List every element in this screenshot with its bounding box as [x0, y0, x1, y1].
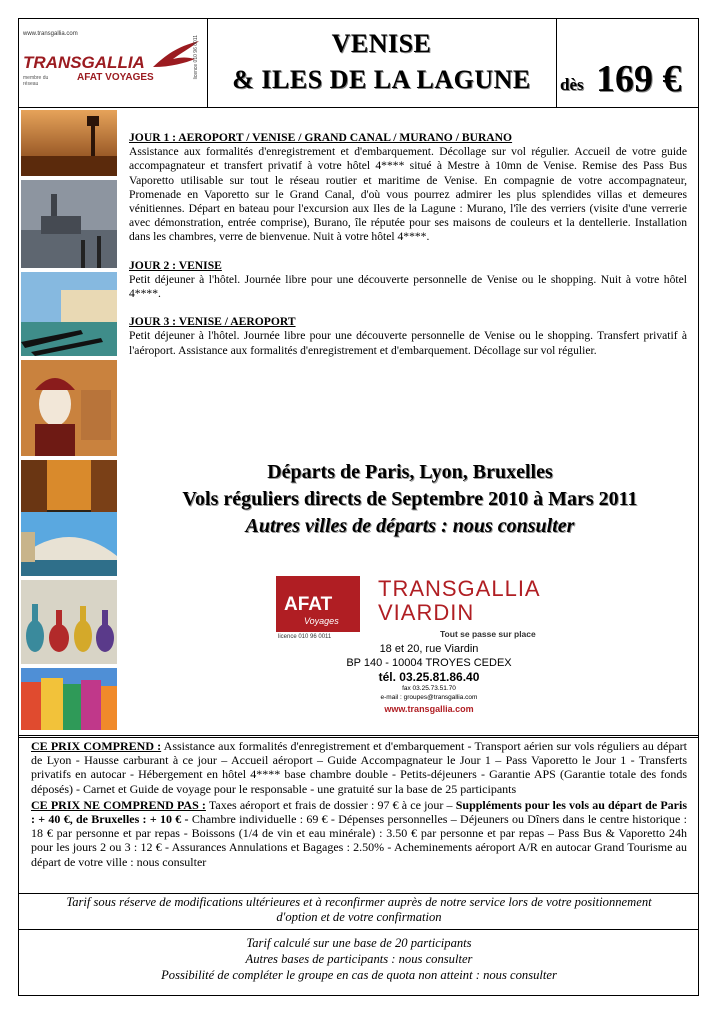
- not-included-supplements: Suppléments pour les vols au départ de Paris : + 40 €, de Bruxelles : + 10 € -: [31, 797, 687, 827]
- afat-logo-sub: Voyages: [304, 616, 339, 626]
- departures-block: [121, 459, 699, 540]
- not-included-section: [31, 798, 687, 869]
- tarif-note: [29, 895, 689, 925]
- tarif-note-line2: d'option et de votre confirmation: [276, 910, 442, 924]
- included-text: Assistance aux formalités d'enregistrement et d'embarquement - Transport aérien sur vols réguliers au départ de Lyon - Hausse carburant à ce jour – Accueil aéroport – Guide Accompagnateur le Jour 1 – Pass Vaporetto le Jour 1 - Transferts privatifs en autocar - Hébergement en hôtel 4**** base chambre double - Petits-déjeuners - Garantie APS (Garantie totale des fonds déposés) - Carnet et Guide de voyage pour le responsable - une gratuité sur la base de 25 participants: [31, 739, 687, 796]
- program-content: [129, 131, 687, 372]
- price-conditions: [31, 739, 687, 893]
- photo-grand-canal-gondolas: [21, 272, 117, 356]
- day-1: [129, 131, 687, 245]
- conditions-divider-top: [19, 735, 698, 736]
- photo-strip: [19, 108, 119, 748]
- base-divider: [19, 929, 698, 930]
- day-3-heading: JOUR 3 : VENISE / AEROPORT: [129, 315, 296, 329]
- logo-licence: licence 010 96 0011: [193, 35, 199, 80]
- day-2-heading: JOUR 2 : VENISE: [129, 258, 222, 272]
- flyer-frame: [18, 18, 699, 996]
- agency-fax: fax 03.25.73.51.70: [402, 685, 456, 692]
- address-line1: 18 et 20, rue Viardin: [379, 643, 479, 655]
- afat-logo: [276, 576, 360, 632]
- day-1-text: Assistance aux formalités d'enregistrement et d'embarquement. Décollage sur vol régulier. Accueil de votre guide accompagnateur et transfert privatif à votre hôtel 4**** situé à Mestre à 10mn de Venise. Remise des Pass Bus Vaporetto utilisable sur tout le réseau routier et maritime de Venise. En compagnie de votre accompagnateur, Promenade en Vaporetto sur le Grand Canal, d'où vous pourrez admirer les plus splendides villas et demeures vénitiennes. Départ en bateau pour l'excursion aux Iles de la Lagune : Murano, l'île des verriers (visite d'une verrerie avec démonstration, entrée comprise), Burano, île réputée pour ses maisons de couleurs et la dentellerie. Installation dans les chambres, verre de bienvenue. Nuit à votre hôtel 4****.: [129, 145, 687, 244]
- included-heading: CE PRIX COMPREND :: [31, 739, 162, 753]
- conditions-divider-top-2: [19, 737, 698, 738]
- departures-dates: Vols réguliers directs de Septembre 2010 à Mars 2011: [182, 488, 638, 510]
- photo-burano-houses: [21, 668, 117, 730]
- base-note-line3: Possibilité de compléter le groupe en cas de quota non atteint : nous consulter: [161, 968, 557, 982]
- afat-logo-text: AFAT: [284, 594, 333, 615]
- base-note: [29, 935, 689, 983]
- logo-brand: TRANSGALLIA: [23, 53, 145, 72]
- header-logo-cell: [19, 19, 208, 107]
- departures-cities: Départs de Paris, Lyon, Bruxelles: [267, 461, 553, 483]
- base-note-line1: Tarif calculé sur une base de 20 participants: [246, 936, 472, 950]
- transgallia-logo: [21, 29, 201, 99]
- agency-block: [274, 564, 564, 734]
- header-title-cell: [207, 19, 557, 107]
- tarif-note-line1: Tarif sous réserve de modifications ultérieures et à reconfirmer auprès de notre service lors de votre positionnement: [66, 895, 652, 909]
- agency-slogan: Tout se passe sur place: [440, 629, 536, 639]
- page-title-line1: VENISE: [331, 29, 432, 58]
- day-2-text: Petit déjeuner à l'hôtel. Journée libre pour une découverte personnelle de Venise ou le shopping. Nuit à votre hôtel 4****.: [129, 272, 687, 301]
- logo-url: www.transgallia.com: [23, 31, 78, 37]
- agency-licence: licence 010 96 0011: [278, 634, 332, 640]
- departures-other: Autres villes de départs : nous consulter: [245, 515, 575, 537]
- day-1-heading: JOUR 1 : AEROPORT / VENISE / GRAND CANAL / MURANO / BURANO: [129, 131, 513, 144]
- header-divider: [19, 107, 698, 108]
- not-included-text-a: Taxes aéroport et frais de dossier : 97 € à ce jour –: [208, 797, 453, 812]
- not-included-heading: CE PRIX NE COMPREND PAS :: [31, 797, 206, 812]
- logo-member: membre du réseau: [23, 75, 49, 87]
- header-price-cell: [556, 19, 699, 107]
- day-2: [129, 259, 687, 302]
- photo-murano-glass: [21, 580, 117, 664]
- not-included-text-c: Chambre individuelle : 69 € - Dépenses personnelles – Déjeuners ou Dîners dans le centre historique : 18 € par personne et par repas - Boissons (1/4 de vin et eau minérale) : 3.50 € par personne et par repas – Pass Bus & Vaporetto 24h pour les jours 2 ou 3 : 12 € - Assurances Annulations et Bagages : 2.50% - Acheminements aéroport A/R en autocar Grand Tourisme au départ de votre ville : nous consulter: [31, 812, 687, 869]
- page-title-line2: & ILES DE LA LAGUNE: [232, 65, 531, 94]
- agency-name-2: VIARDIN: [378, 600, 475, 625]
- photo-venice-lamp: [21, 110, 117, 176]
- tarif-divider: [19, 893, 698, 894]
- included-section: [31, 739, 687, 796]
- photo-carnival-mask: [21, 360, 117, 456]
- logo-sub: AFAT VOYAGES: [77, 72, 154, 83]
- agency-email: e-mail : groupes@transgallia.com: [380, 694, 478, 701]
- agency-phone: tél. 03.25.81.86.40: [378, 670, 480, 684]
- photo-rialto-bridge: [21, 512, 117, 576]
- day-3-text: Petit déjeuner à l'hôtel. Journée libre pour une découverte personnelle de Venise ou le shopping. Transfert privatif à l'aéroport. Assistance aux formalités d'enregistrement et d'embarquement. Décollage sur vol régulier.: [129, 329, 687, 357]
- price-value: 169 €: [596, 58, 682, 100]
- day-3: [129, 315, 687, 358]
- agency-address: [334, 642, 524, 716]
- price-prefix: dès: [560, 75, 584, 94]
- address-line2: BP 140 - 10004 TROYES CEDEX: [346, 657, 512, 669]
- agency-website[interactable]: www.transgallia.com: [384, 704, 474, 714]
- agency-name-1: TRANSGALLIA: [378, 576, 541, 601]
- base-note-line2: Autres bases de participants : nous consulter: [245, 952, 473, 966]
- photo-gondolas-sunset: [21, 180, 117, 268]
